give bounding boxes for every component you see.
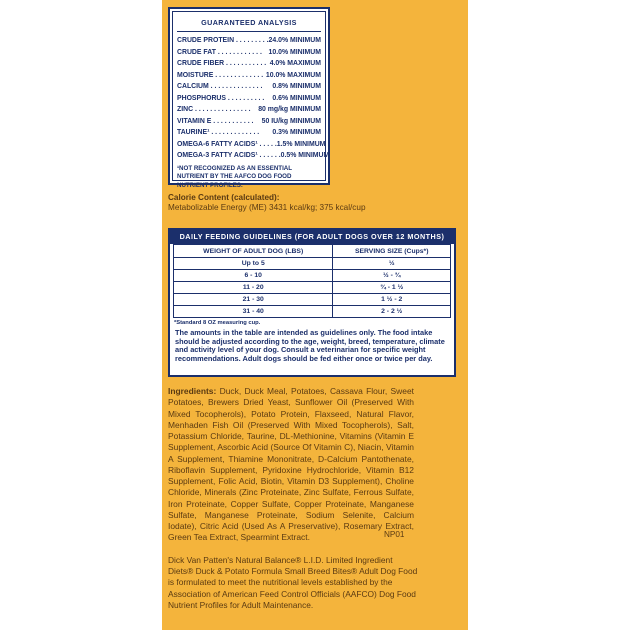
- analysis-row: [177, 127, 321, 139]
- analysis-value: 0.8% MINIMUM: [272, 83, 321, 90]
- feeding-footnote: *Standard 8 OZ measuring cup.: [174, 320, 261, 326]
- analysis-nutrient: VITAMIN E . . . . . . . . . . .: [177, 117, 254, 125]
- analysis-row: [177, 35, 321, 47]
- ingredients-text: Duck, Duck Meal, Potatoes, Cassava Flour, Sweet Potatoes, Brewers Dried Yeast, Sunflower Oil (Preserved With Mixed Tocopherols), Potato Protein, Flaxseed, Natural Flavor, Menhaden Fish Oil (Preserved With Mixed Tocopherols), Salt, Potassium Chloride, Taurine, DL-Methionine, Vitamins (Vitamin E Supplement, Ascorbic Acid (Source Of Vitamin C), Niacin, Vitamin A Supplement, Thiamine Mononitrate, D-Calcium Pantothenate, Riboflavin Supplement, Pyridoxine Hydrochloride, Vitamin B12 Supplement, Folic Acid, Biotin, Vitamin D3 Supplement), Choline Chloride, Minerals (Zinc Proteinate, Zinc Sulfate, Ferrous Sulfate, Iron Proteinate, Copper Sulfate, Copper Proteinate, Manganese Sulfate, Manganese Proteinate, Sodium Selenite, Calcium Iodate), Citric Acid (Used As A Preservative), Rosemary Extract, Green Tea Extract, Spearmint Extract.: [168, 386, 414, 543]
- feeding-weight: 11 - 20: [174, 282, 333, 294]
- feeding-weight: Up to 5: [174, 258, 333, 270]
- analysis-value: 50 IU/kg MINIMUM: [261, 117, 321, 125]
- analysis-nutrient: CRUDE PROTEIN . . . . . . . . .: [177, 37, 269, 44]
- analysis-row: [177, 47, 321, 59]
- feeding-guidelines-title: DAILY FEEDING GUIDELINES (FOR ADULT DOGS OVER 12 MONTHS): [170, 230, 454, 244]
- feeding-serving: 2 - 2 ½: [333, 306, 451, 318]
- analysis-value: 10.0% MAXIMUM: [265, 71, 321, 79]
- analysis-value: 80 mg/kg MINIMUM: [258, 106, 321, 113]
- analysis-row: [177, 104, 321, 116]
- analysis-nutrient: TAURINE¹ . . . . . . . . . . . . .: [177, 129, 260, 136]
- guaranteed-analysis-rows: [173, 35, 330, 162]
- feeding-serving: ¾ - 1 ½: [333, 282, 451, 294]
- feeding-row: [174, 306, 451, 318]
- feeding-serving: ½: [333, 258, 451, 270]
- analysis-value: 0.5% MINIMUM: [280, 152, 330, 159]
- feeding-table-body: [174, 258, 451, 318]
- calorie-heading: Calorie Content (calculated):: [168, 193, 280, 202]
- feeding-row: [174, 282, 451, 294]
- analysis-nutrient: PHOSPHORUS . . . . . . . . . .: [177, 94, 265, 102]
- feeding-table: [173, 244, 451, 318]
- analysis-row: [177, 58, 321, 70]
- guaranteed-analysis-inner: [172, 11, 330, 189]
- analysis-row: [177, 139, 326, 151]
- analysis-row: [177, 70, 321, 82]
- analysis-row: [177, 93, 321, 105]
- analysis-nutrient: MOISTURE . . . . . . . . . . . . .: [177, 71, 264, 79]
- guaranteed-analysis-box: [168, 7, 330, 189]
- product-code: NP01: [384, 530, 405, 539]
- calorie-content: [168, 193, 366, 213]
- analysis-value: 1.5% MINIMUM: [276, 140, 326, 148]
- analysis-nutrient: CRUDE FIBER . . . . . . . . . . .: [177, 60, 267, 67]
- label-panel: [162, 0, 468, 630]
- ingredients: [168, 386, 414, 544]
- feeding-note: The amounts in the table are intended as guidelines only. The food intake should be adjusted according to the age, weight, breed, temperature, climate and activity level of your dog. Consult a veterinarian for specific weight recommendations. Adult dogs should be fed either once or twice per day.: [175, 328, 445, 363]
- guaranteed-analysis-title: GUARANTEED ANALYSIS: [177, 12, 321, 32]
- feeding-serving: ½ - ¾: [333, 270, 451, 282]
- analysis-value: 0.3% MINIMUM: [272, 129, 321, 136]
- analysis-row: [177, 150, 330, 162]
- feeding-weight: 21 - 30: [174, 294, 333, 306]
- guaranteed-analysis-note: ¹NOT RECOGNIZED AS AN ESSENTIAL NUTRIENT BY THE AAFCO DOG FOOD NUTRIENT PROFILES.: [177, 164, 292, 189]
- feeding-weight: 31 - 40: [174, 306, 333, 318]
- serving-column-header: SERVING SIZE (Cups*): [333, 245, 451, 258]
- feeding-weight: 6 - 10: [174, 270, 333, 282]
- analysis-value: 4.0% MAXIMUM: [269, 60, 321, 67]
- analysis-value: 24.0% MINIMUM: [268, 37, 321, 44]
- analysis-row: [177, 116, 321, 128]
- analysis-row: [177, 81, 321, 93]
- feeding-row: [174, 294, 451, 306]
- analysis-value: 10.0% MINIMUM: [268, 48, 321, 56]
- feeding-row: [174, 270, 451, 282]
- ingredients-heading: Ingredients:: [168, 386, 217, 396]
- feeding-row: [174, 258, 451, 270]
- feeding-serving: 1 ½ - 2: [333, 294, 451, 306]
- analysis-nutrient: ZINC . . . . . . . . . . . . . . .: [177, 106, 251, 113]
- analysis-nutrient: CRUDE FAT . . . . . . . . . . . .: [177, 48, 262, 56]
- feeding-table-header: [174, 245, 451, 258]
- analysis-nutrient: OMEGA-3 FATTY ACIDS¹ . . . . . .: [177, 152, 281, 159]
- analysis-nutrient: CALCIUM . . . . . . . . . . . . . .: [177, 83, 263, 90]
- feeding-guidelines-box: [168, 228, 456, 377]
- analysis-value: 0.6% MINIMUM: [272, 94, 321, 102]
- calorie-text: Metabolizable Energy (ME) 3431 kcal/kg; 375 kcal/cup: [168, 202, 366, 212]
- weight-column-header: WEIGHT OF ADULT DOG (LBS): [174, 245, 333, 258]
- aafco-statement: Dick Van Patten's Natural Balance® L.I.D. Limited Ingredient Diets® Duck & Potato Formula Small Breed Bites® Adult Dog Food is formulated to meet the nutritional levels established by the Association of American Feed Control Officials (AAFCO) Dog Food Nutrient Profiles for Adult Maintenance.: [168, 555, 418, 610]
- analysis-nutrient: OMEGA-6 FATTY ACIDS¹ . . . . .: [177, 140, 277, 148]
